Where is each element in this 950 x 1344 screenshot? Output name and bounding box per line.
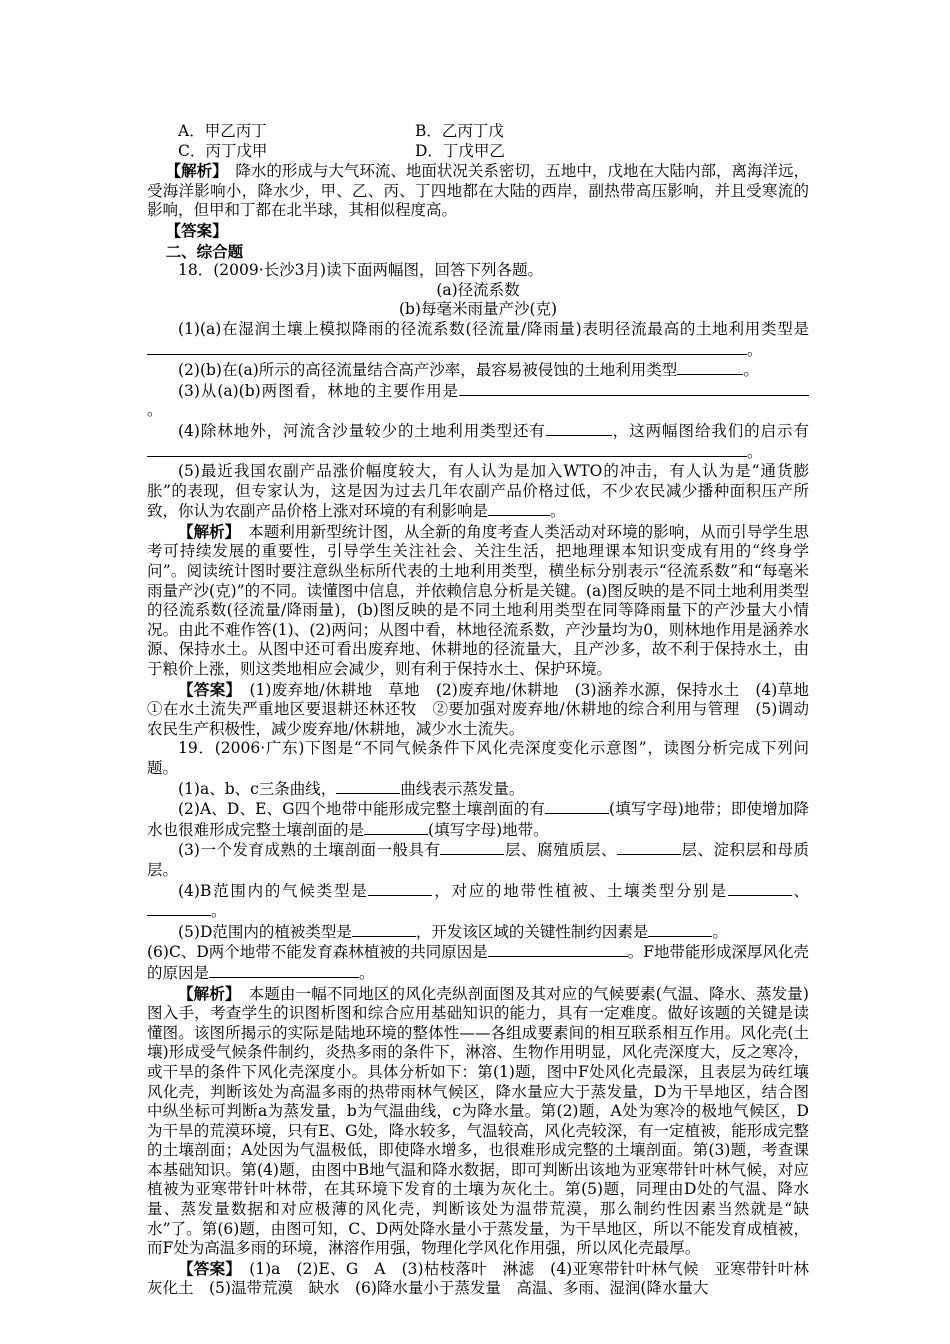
q19-stem: 19．(2006·广东)下图是“不同气候条件下风化壳深度变化示意图”，读图分析完成下列问题。: [147, 739, 809, 777]
q18-figure-b-caption: (b)每毫米雨量产沙(克): [398, 300, 558, 319]
q19-sub3-text: (3)一个发育成熟的土壤剖面一般具有: [178, 841, 441, 860]
answer-blank[interactable]: [147, 901, 211, 916]
q17-option-a: A．甲乙丙丁: [178, 122, 267, 140]
answer-blank[interactable]: [336, 779, 400, 794]
q19-sub6-text-b: 。F地带能形成深厚风化壳的原因是: [147, 943, 810, 982]
q19-sub6-text: (6)C、D两个地带不能发育森林植被的共同原因是: [147, 943, 488, 962]
q19-sub4-text-c: 、: [791, 881, 809, 900]
q18-sub4-text: (4)除林地外，河流含沙量较少的土地利用类型还有: [178, 421, 546, 440]
q18-sub4-end: 。: [747, 442, 763, 461]
q19-sub4-text-b: ，对应的地带性植被、土壤类型分别是: [432, 881, 728, 900]
q19-sub3-text-b: 层、腐殖质层、: [504, 841, 617, 860]
answer-blank[interactable]: [147, 340, 747, 355]
answer-blank[interactable]: [677, 360, 743, 375]
q19-answer: [147, 1258, 825, 1299]
answer-blank[interactable]: [728, 881, 792, 896]
q19-sub4-end: 。: [211, 902, 227, 921]
q17-options-row-1: [147, 122, 809, 142]
q18-sub1-text-b: 是: [793, 319, 809, 338]
document-body: [147, 122, 825, 1299]
answer-blank[interactable]: [488, 501, 550, 516]
q18-sub2: [147, 360, 809, 381]
q19-analysis: [147, 984, 809, 1259]
answer-blank[interactable]: [440, 840, 504, 855]
q19-sub1-text-b: 曲线表示蒸发量。: [400, 779, 525, 798]
q18-sub3: [147, 381, 809, 421]
q18-sub3-text: (3)从(a)(b)两图看，林地的主要作用是: [178, 381, 459, 400]
analysis-tag: 【解析】: [165, 161, 220, 181]
q18-stem: 18．(2009·长沙3月)读下面两幅图，回答下列各题。: [178, 261, 544, 280]
analysis-tag: 【解析】: [178, 521, 233, 541]
q18-sub2-end: 。: [743, 361, 759, 380]
q19-sub3: [147, 840, 809, 880]
q18-sub4: [147, 421, 809, 462]
q18-sub5: [147, 462, 809, 522]
answer-blank[interactable]: [546, 421, 612, 436]
q19-sub2-text: (2)A、D、E、G四个地带中能形成完整土壤剖面的有: [178, 800, 546, 819]
analysis-tag: 【解析】: [178, 983, 233, 1003]
q18-answer: [147, 679, 825, 740]
analysis-text: 本题由一幅不同地区的风化壳纵剖面图及其对应的气候要素(气温、降水、蒸发量)图入手，考查学生的识图析图和综合应用基础知识的能力，具有一定难度。做好该题的关键是读懂图。该图所揭示的实际是陆地环境的整体性——各组成要素间的相互联系相互作用。风化壳(土壤)形成受气候条件制约，炎热多雨的条件下，淋溶、生物作用明显，风化壳深度大，反之寒冷，或干旱的条件下风化壳深度小。具体分析如下：第(1)题，图中F处风化壳最深，且表层为砖红壤风化壳，判断该处为高温多雨的热带雨林气候区，降水量应大于蒸发量，D为干旱地区，结合图中纵坐标可判断a为蒸发量，b为气温曲线，c为降水量。第(2)题，A处为寒冷的极地气候区，D为干旱的荒漠环境，只有E、G处，降水较多，气温较高，风化壳较深，有一定植被，能形成完整的土壤剖面；A处因为气温极低，即使降水增多，也很难形成完整的土壤剖面。第(3)题，考查课本基础知识。第(4)题，由图中B地气温和降水数据，即可判断出该地为亚寒带针叶林气候，对应植被为亚寒带针叶林带，在其环境下发育的土壤为灰化土。第(5)题，同理由D处的气温、降水量、蒸发量数据和对应极薄的风化壳，判断该处为温带荒漠，那么制约性因素当然就是“缺水”了。第(6)题，由图可知，C、D两处降水量小于蒸发量，为干旱地区，所以不能发育成植被，而F处为高温多雨的环境，淋溶作用强，物理化学风化作用强，所以风化壳最厚。: [147, 984, 809, 1258]
q18-sub5-text: (5)最近我国农副产品涨价幅度较大，有人认为是加入WTO的冲击，有人认为是“通货膨胀”的表现，但专家认为，这是因为过去几年农副产品价格过低，不少农民减少播种面积压产所致，你认为农副产品价格上涨对环境的有利影响是: [147, 462, 809, 521]
section-heading: 二、综合题: [165, 241, 244, 261]
answer-blank[interactable]: [488, 942, 628, 957]
answer-blank[interactable]: [209, 963, 359, 978]
q18-sub1: [147, 320, 809, 360]
analysis-text: 本题利用新型统计图，从全新的角度考查人类活动对环境的影响，从而引导学生思考可持续发展的重要性，引导学生关注社会、关注生活，把地理课本知识变成有用的“终身学问”。阅读统计图时要注意纵坐标所代表的土地利用类型，横坐标分别表示“径流系数”和“每毫米雨量产沙(克)”的不同。读懂图中信息，并依赖信息分析是关键。(a)图反映的是不同土地利用类型的径流系数(径流量/降雨量)，(b)图反映的是不同土地利用类型在同等降雨量下的产沙量大小情况。由此不难作答(1)、(2)两问；从图中看，林地径流系数，产沙量均为0，则林地作用是涵养水源、保持水土。从图中还可看出废弃地、休耕地的径流量大，且产沙多，故不利于保持水土，由于粮价上涨，则这类地相应会减少，则有利于保持水土、保护环境。: [147, 522, 809, 679]
q19-sub6-end: 。: [359, 963, 375, 982]
answer-blank[interactable]: [459, 381, 809, 396]
q18-figure-a-caption: (a)径流系数: [436, 280, 520, 299]
answer-blank[interactable]: [368, 881, 432, 896]
q18-sub2-text: (2)(b)在(a)所示的高径流量结合高产沙率，最容易被侵蚀的土地利用类型: [178, 361, 678, 380]
q19-sub4: [147, 881, 809, 922]
answer-tag: 【答案】: [165, 220, 228, 240]
q19-sub5-end: 。: [712, 922, 728, 941]
q18-sub3-end: 。: [147, 401, 163, 420]
q18-sub5-end: 。: [550, 502, 566, 521]
q17-option-c: C．丙丁戊甲: [178, 141, 268, 160]
q19-sub5-text-b: ，开发该区域的关键性制约因素是: [415, 922, 649, 941]
answer-blank[interactable]: [648, 922, 712, 937]
answer-blank[interactable]: [545, 799, 609, 814]
q18-sub1-text: (1)(a)在湿润土壤上模拟降雨的径流系数(径流量/降雨量)表明径流最高的土地利用类型: [178, 319, 794, 338]
q17-option-b: B．乙丙丁戊: [415, 122, 504, 140]
q19-sub5: [147, 922, 809, 943]
q19-sub4-text: (4)B范围内的气候类型是: [178, 881, 369, 900]
q19-sub2: [147, 799, 809, 840]
q19-sub5-text: (5)D范围内的植被类型是: [178, 922, 352, 941]
q19-sub3-text-c: 层、淀积层和母质层。: [147, 841, 809, 879]
q18-sub4-text-b: ，这两幅图给我们的启示: [611, 421, 794, 440]
answer-blank[interactable]: [364, 820, 428, 835]
answer-text: (1)a (2)E、G A (3)枯枝落叶 淋滤 (4)亚寒带针叶林气候 亚寒带针叶林 灰化土 (5)温带荒漠 缺水 (6)降水量小于蒸发量 高温、多雨、湿润(降水量大: [147, 1259, 825, 1298]
q19-sub6: [147, 942, 809, 983]
q17-option-d: D．丁戊甲乙: [415, 141, 505, 160]
answer-blank[interactable]: [352, 922, 416, 937]
q17-answer: [147, 221, 809, 242]
q19-sub2-text-c: (填写字母)地带。: [428, 820, 549, 839]
q19-sub1: [147, 779, 809, 800]
analysis-text: 降水的形成与大气环流、地面状况关系密切，五地中，戊地在大陆内部，离海洋远，受海洋影响小，降水少，甲、乙、丙、丁四地都在大陆的西岸，副热带高压影响，并且受寒流的影响，但甲和丁都在北半球，其相似程度高。: [147, 162, 809, 220]
answer-blank[interactable]: [617, 840, 681, 855]
q19-sub2-text-b: (填写字母)地带；即使增加降水也很难形成完整土壤剖面的是: [147, 800, 809, 839]
q18-analysis: [147, 522, 809, 680]
q18-sub4-text-c: 有: [793, 421, 809, 440]
answer-blank[interactable]: [147, 442, 747, 457]
q19-sub1-text: (1)a、b、c三条曲线，: [178, 779, 337, 798]
q17-options-row-2: [147, 142, 809, 162]
q18-sub1-end: 。: [747, 340, 763, 359]
q17-analysis: [147, 161, 809, 221]
answer-text: (1)废弃地/休耕地 草地 (2)废弃地/休耕地 (3)涵养水源，保持水土 (4)草地 ①在水土流失严重地区要退耕还林还牧 ②要加强对废弃地/休耕地的综合利用与管理 (5)调动农民生产积极性，减少废弃地/休耕地，减少水土流失。: [147, 680, 825, 738]
answer-tag: 【答案】: [178, 1258, 234, 1278]
answer-tag: 【答案】: [178, 679, 234, 699]
